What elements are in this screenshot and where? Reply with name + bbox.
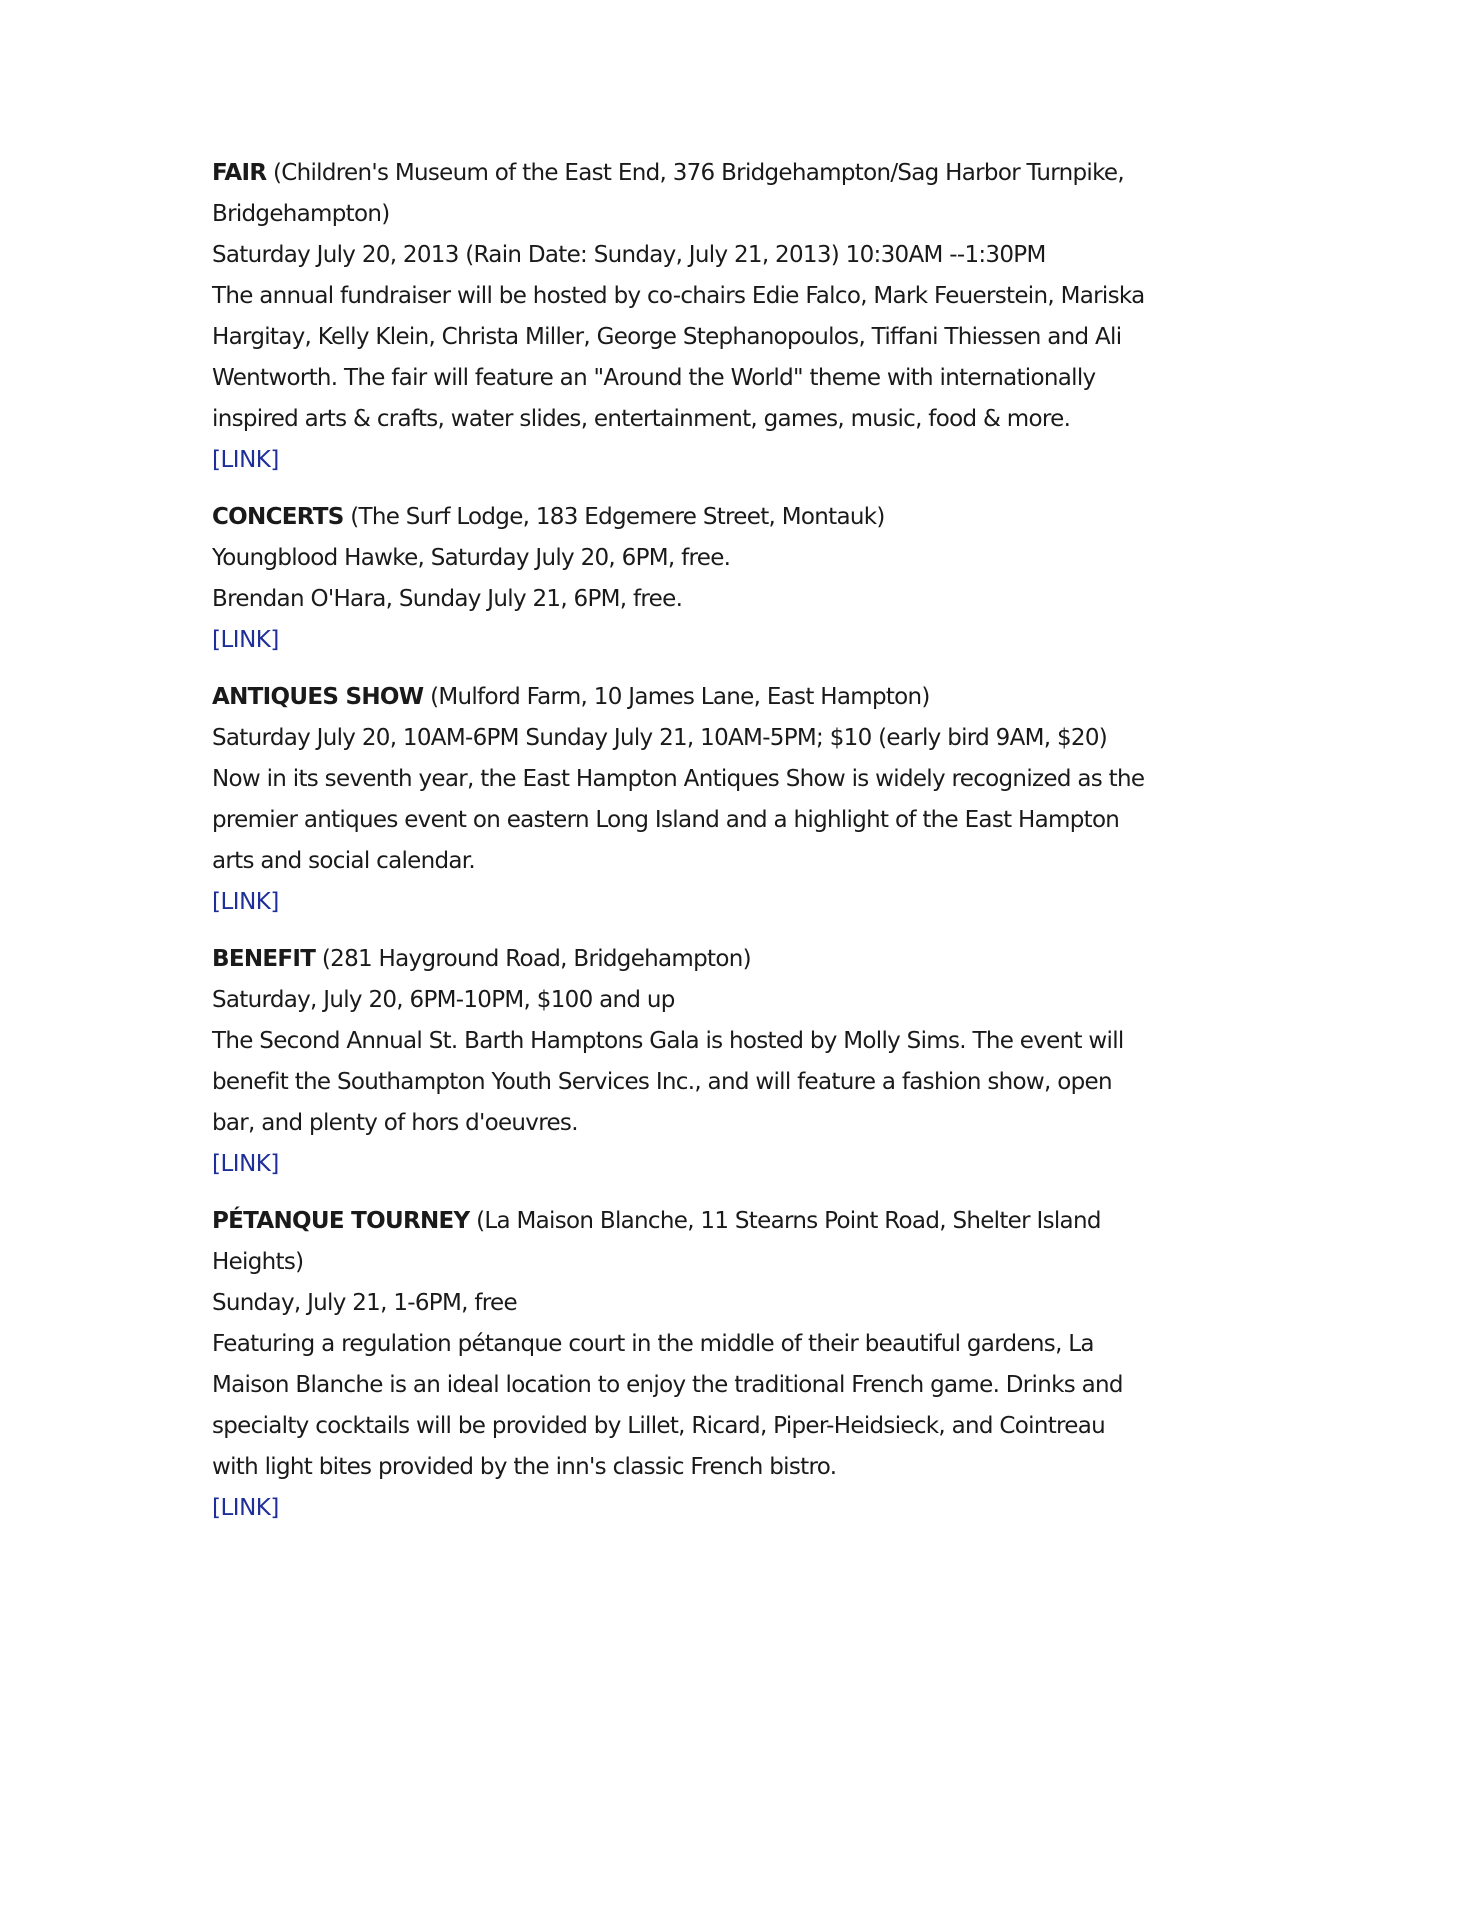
event-text-line: Heights) — [212, 1249, 304, 1275]
event-antiques-show — [212, 677, 1212, 923]
event-heading — [212, 939, 1212, 980]
event-listings — [212, 153, 1212, 1545]
event-text-line: Saturday July 20, 10AM-6PM Sunday July 21, 10AM-5PM; $10 (early bird 9AM, $20) — [212, 725, 1108, 751]
event-text-line: Saturday, July 20, 6PM-10PM, $100 and up — [212, 987, 675, 1013]
event-heading — [212, 153, 1212, 194]
event-benefit — [212, 939, 1212, 1185]
event-text-line: Featuring a regulation pétanque court in the middle of their beautiful gardens, La — [212, 1331, 1094, 1357]
event-text-line: premier antiques event on eastern Long Island and a highlight of the East Hampton — [212, 807, 1120, 833]
event-location: (281 Hayground Road, Bridgehampton) — [315, 946, 751, 972]
event-text-line: Hargitay, Kelly Klein, Christa Miller, George Stephanopoulos, Tiffani Thiessen and Ali — [212, 324, 1122, 350]
event-location: (The Surf Lodge, 183 Edgemere Street, Montauk) — [343, 504, 885, 530]
event-title: PÉTANQUE TOURNEY — [212, 1208, 470, 1234]
event-location: (La Maison Blanche, 11 Stearns Point Road, Shelter Island — [469, 1208, 1101, 1234]
event-location: (Children's Museum of the East End, 376 Bridgehampton/Sag Harbor Turnpike, — [266, 160, 1124, 186]
event-location: (Mulford Farm, 10 James Lane, East Hampton) — [423, 684, 930, 710]
event-text-line: Sunday, July 21, 1-6PM, free — [212, 1290, 517, 1316]
event-text-line: Bridgehampton) — [212, 201, 390, 227]
event-title: BENEFIT — [212, 946, 316, 972]
event-text-line: The annual fundraiser will be hosted by co-chairs Edie Falco, Mark Feuerstein, Mariska — [212, 283, 1145, 309]
event-text-line: Maison Blanche is an ideal location to enjoy the traditional French game. Drinks and — [212, 1372, 1123, 1398]
event-text-line: Brendan O'Hara, Sunday July 21, 6PM, free. — [212, 586, 683, 612]
event-concerts — [212, 497, 1212, 661]
event-heading — [212, 677, 1212, 718]
event-title: FAIR — [212, 160, 267, 186]
event-text-line: benefit the Southampton Youth Services Inc., and will feature a fashion show, open — [212, 1069, 1112, 1095]
event-text-line: Wentworth. The fair will feature an "Around the World" theme with internationally — [212, 365, 1096, 391]
event-link[interactable]: [LINK] — [212, 889, 279, 915]
event-heading — [212, 1201, 1212, 1242]
event-text-line: Youngblood Hawke, Saturday July 20, 6PM, free. — [212, 545, 731, 571]
event-heading — [212, 497, 1212, 538]
event-text-line: with light bites provided by the inn's classic French bistro. — [212, 1454, 837, 1480]
event-link[interactable]: [LINK] — [212, 627, 279, 653]
event-link[interactable]: [LINK] — [212, 1495, 279, 1521]
event-text-line: specialty cocktails will be provided by Lillet, Ricard, Piper-Heidsieck, and Cointreau — [212, 1413, 1105, 1439]
event-text-line: Saturday July 20, 2013 (Rain Date: Sunday, July 21, 2013) 10:30AM --1:30PM — [212, 242, 1046, 268]
event-petanque-tourney — [212, 1201, 1212, 1529]
event-title: CONCERTS — [212, 504, 344, 530]
event-text-line: arts and social calendar. — [212, 848, 476, 874]
event-text-line: Now in its seventh year, the East Hampton Antiques Show is widely recognized as the — [212, 766, 1145, 792]
event-text-line: inspired arts & crafts, water slides, entertainment, games, music, food & more. — [212, 406, 1071, 432]
event-link[interactable]: [LINK] — [212, 1151, 279, 1177]
event-text-line: bar, and plenty of hors d'oeuvres. — [212, 1110, 578, 1136]
event-fair — [212, 153, 1212, 481]
event-text-line: The Second Annual St. Barth Hamptons Gala is hosted by Molly Sims. The event will — [212, 1028, 1124, 1054]
event-link[interactable]: [LINK] — [212, 447, 279, 473]
event-title: ANTIQUES SHOW — [212, 684, 424, 710]
